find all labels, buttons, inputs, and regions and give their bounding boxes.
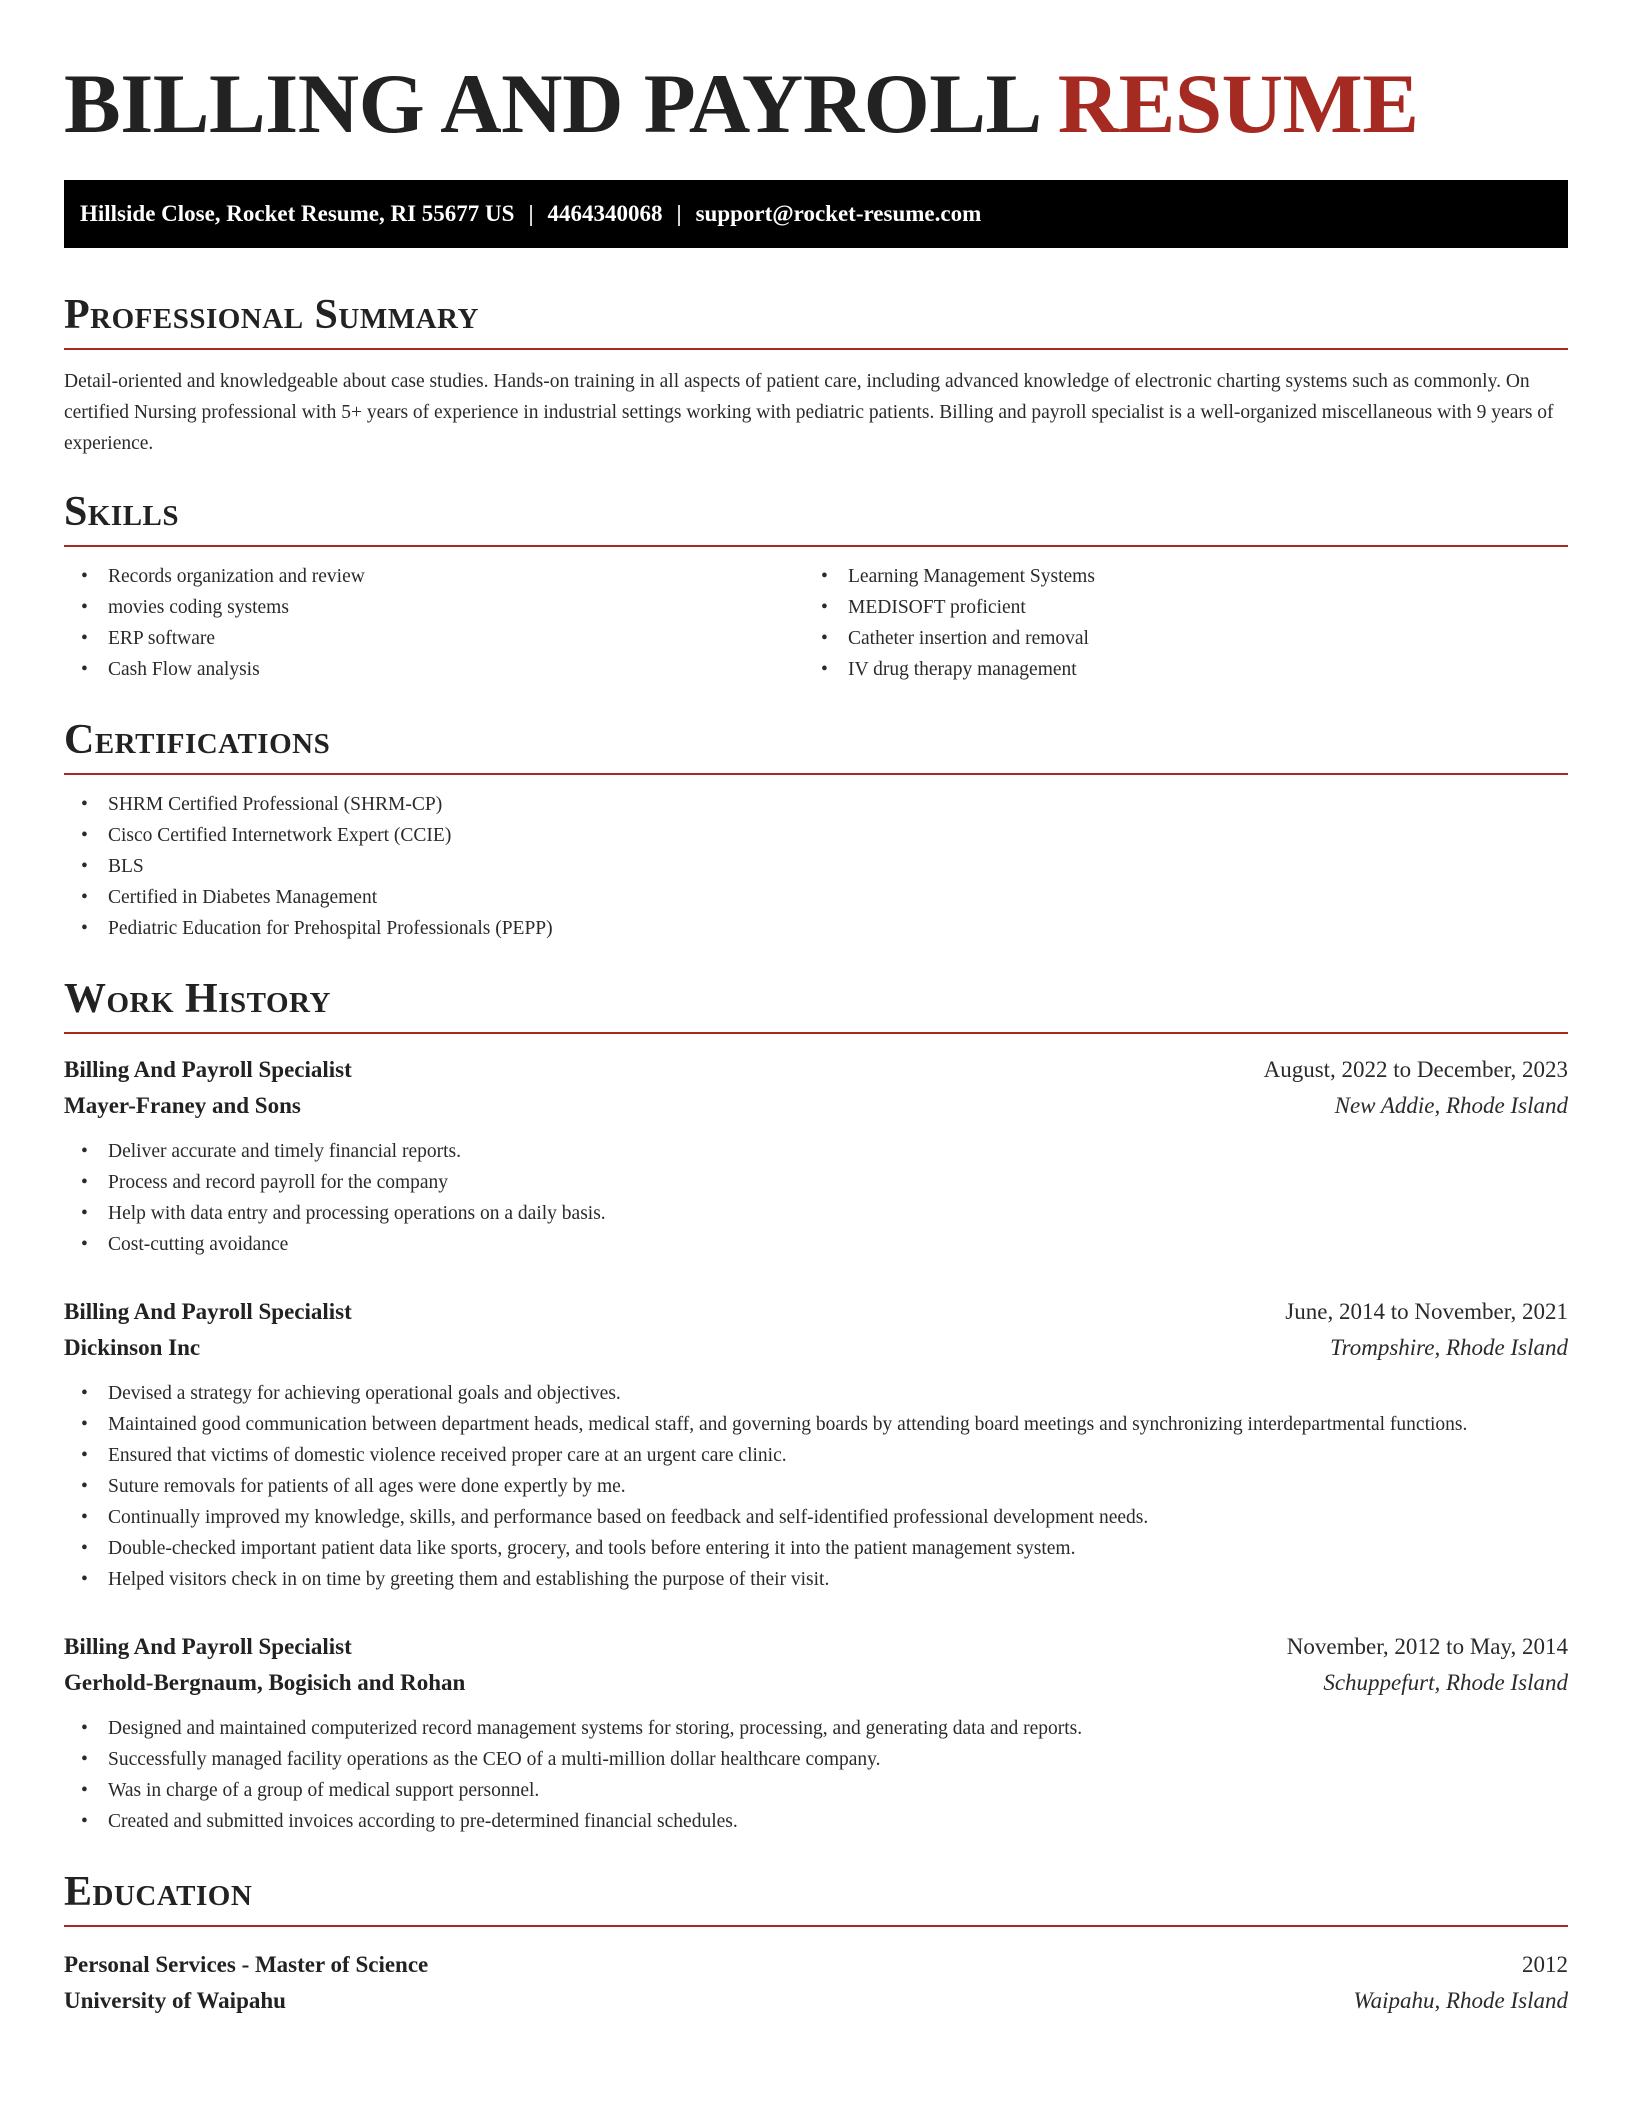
- work-history-section: [64, 976, 1568, 1837]
- job-duty-item: • Continually improved my knowledge, skills, and performance based on feedback and self-identified professional development needs.: [64, 1502, 1568, 1533]
- job-company: Gerhold-Bergnaum, Bogisich and Rohan: [64, 1670, 466, 1695]
- job-location: Schuppefurt, Rhode Island: [1323, 1670, 1568, 1695]
- certification-item: • Certified in Diabetes Management: [64, 882, 1568, 913]
- certification-item: • Pediatric Education for Prehospital Professionals (PEPP): [64, 913, 1568, 944]
- job-location: New Addie, Rhode Island: [1334, 1093, 1568, 1118]
- contact-separator: |: [676, 201, 682, 226]
- job-title: Billing And Payroll Specialist: [64, 1634, 352, 1659]
- education-location: Waipahu, Rhode Island: [1353, 1988, 1568, 2013]
- skill-item: • movies coding systems: [64, 592, 804, 623]
- job-company-row: [64, 1665, 1568, 1701]
- job-duty-item: • Maintained good communication between department heads, medical staff, and governing boards by attending board meetings and synchronizing interdepartmental functions.: [64, 1409, 1568, 1440]
- job-entry: [64, 1629, 1568, 1837]
- job-entry: [64, 1052, 1568, 1260]
- skill-item: • MEDISOFT proficient: [804, 592, 1544, 623]
- job-dates: June, 2014 to November, 2021: [1285, 1299, 1568, 1324]
- job-title: Billing And Payroll Specialist: [64, 1057, 352, 1082]
- summary-section: [64, 292, 1568, 459]
- job-duty-item: • Deliver accurate and timely financial reports.: [64, 1136, 1568, 1167]
- education-section: [64, 1869, 1568, 2019]
- title-accent: RESUME: [1057, 57, 1419, 151]
- resume-page: [64, 0, 1568, 2019]
- job-title-row: [64, 1629, 1568, 1665]
- skill-item: • Catheter insertion and removal: [804, 623, 1544, 654]
- job-company-row: [64, 1330, 1568, 1366]
- skills-section: [64, 489, 1568, 685]
- job-dates: November, 2012 to May, 2014: [1286, 1634, 1568, 1659]
- education-school: University of Waipahu: [64, 1988, 286, 2013]
- contact-email: support@rocket-resume.com: [695, 201, 982, 226]
- job-duty-item: • Successfully managed facility operations as the CEO of a multi-million dollar healthcare company.: [64, 1744, 1568, 1775]
- contact-separator: |: [528, 201, 534, 226]
- section-heading: Work History: [64, 976, 1568, 1034]
- job-title-row: [64, 1294, 1568, 1330]
- job-dates: August, 2022 to December, 2023: [1263, 1057, 1568, 1082]
- job-company-row: [64, 1088, 1568, 1124]
- education-year: 2012: [1522, 1952, 1568, 1977]
- job-duty-item: • Was in charge of a group of medical support personnel.: [64, 1775, 1568, 1806]
- resume-title: [64, 58, 1568, 150]
- job-duties-list: [64, 1713, 1568, 1837]
- education-school-row: [64, 1983, 1568, 2019]
- job-duty-item: • Double-checked important patient data like sports, grocery, and tools before entering it into the patient management system.: [64, 1533, 1568, 1564]
- job-duty-item: • Created and submitted invoices according to pre-determined financial schedules.: [64, 1806, 1568, 1837]
- skill-item: • Learning Management Systems: [804, 561, 1544, 592]
- job-duty-item: • Helped visitors check in on time by greeting them and establishing the purpose of their visit.: [64, 1564, 1568, 1595]
- skills-grid: [64, 547, 1568, 685]
- contact-bar: [64, 180, 1568, 248]
- job-duty-item: • Ensured that victims of domestic violence received proper care at an urgent care clinic.: [64, 1440, 1568, 1471]
- education-degree: Personal Services - Master of Science: [64, 1952, 429, 1977]
- job-duty-item: • Process and record payroll for the company: [64, 1167, 1568, 1198]
- job-duty-item: • Suture removals for patients of all ages were done expertly by me.: [64, 1471, 1568, 1502]
- job-duty-item: • Help with data entry and processing operations on a daily basis.: [64, 1198, 1568, 1229]
- section-heading: Certifications: [64, 717, 1568, 775]
- job-title-row: [64, 1052, 1568, 1088]
- job-entry: [64, 1294, 1568, 1595]
- job-company: Dickinson Inc: [64, 1335, 201, 1360]
- skill-item: • Records organization and review: [64, 561, 804, 592]
- title-main: BILLING AND PAYROLL: [64, 57, 1037, 151]
- job-duty-item: • Designed and maintained computerized record management systems for storing, processing, and generating data and reports.: [64, 1713, 1568, 1744]
- contact-address: Hillside Close, Rocket Resume, RI 55677 US: [80, 201, 515, 226]
- section-heading: Education: [64, 1869, 1568, 1927]
- job-duty-item: • Devised a strategy for achieving operational goals and objectives.: [64, 1378, 1568, 1409]
- section-heading: Professional Summary: [64, 292, 1568, 350]
- section-heading: Skills: [64, 489, 1568, 547]
- skill-item: • Cash Flow analysis: [64, 654, 804, 685]
- job-duties-list: [64, 1136, 1568, 1260]
- education-entry: [64, 1947, 1568, 2019]
- summary-text: Detail-oriented and knowledgeable about case studies. Hands-on training in all aspects of patient care, including advanced knowledge of electronic charting systems such as commonly. On certified Nursing professional with 5+ years of experience in industrial settings working with pediatric patients. Billing and payroll specialist is a well-organized miscellaneous with 9 years of experience.: [64, 371, 1554, 454]
- contact-phone: 4464340068: [547, 201, 663, 226]
- job-duty-item: • Cost-cutting avoidance: [64, 1229, 1568, 1260]
- job-title: Billing And Payroll Specialist: [64, 1299, 352, 1324]
- certification-item: • SHRM Certified Professional (SHRM-CP): [64, 789, 1568, 820]
- certifications-section: [64, 717, 1568, 944]
- job-duties-list: [64, 1378, 1568, 1595]
- skills-list-right: [804, 561, 1544, 685]
- job-company: Mayer-Franey and Sons: [64, 1093, 301, 1118]
- certification-item: • BLS: [64, 851, 1568, 882]
- job-location: Trompshire, Rhode Island: [1330, 1335, 1568, 1360]
- certifications-list: [64, 789, 1568, 944]
- skills-list-left: [64, 561, 804, 685]
- certification-item: • Cisco Certified Internetwork Expert (CCIE): [64, 820, 1568, 851]
- skill-item: • IV drug therapy management: [804, 654, 1544, 685]
- skill-item: • ERP software: [64, 623, 804, 654]
- education-degree-row: [64, 1947, 1568, 1983]
